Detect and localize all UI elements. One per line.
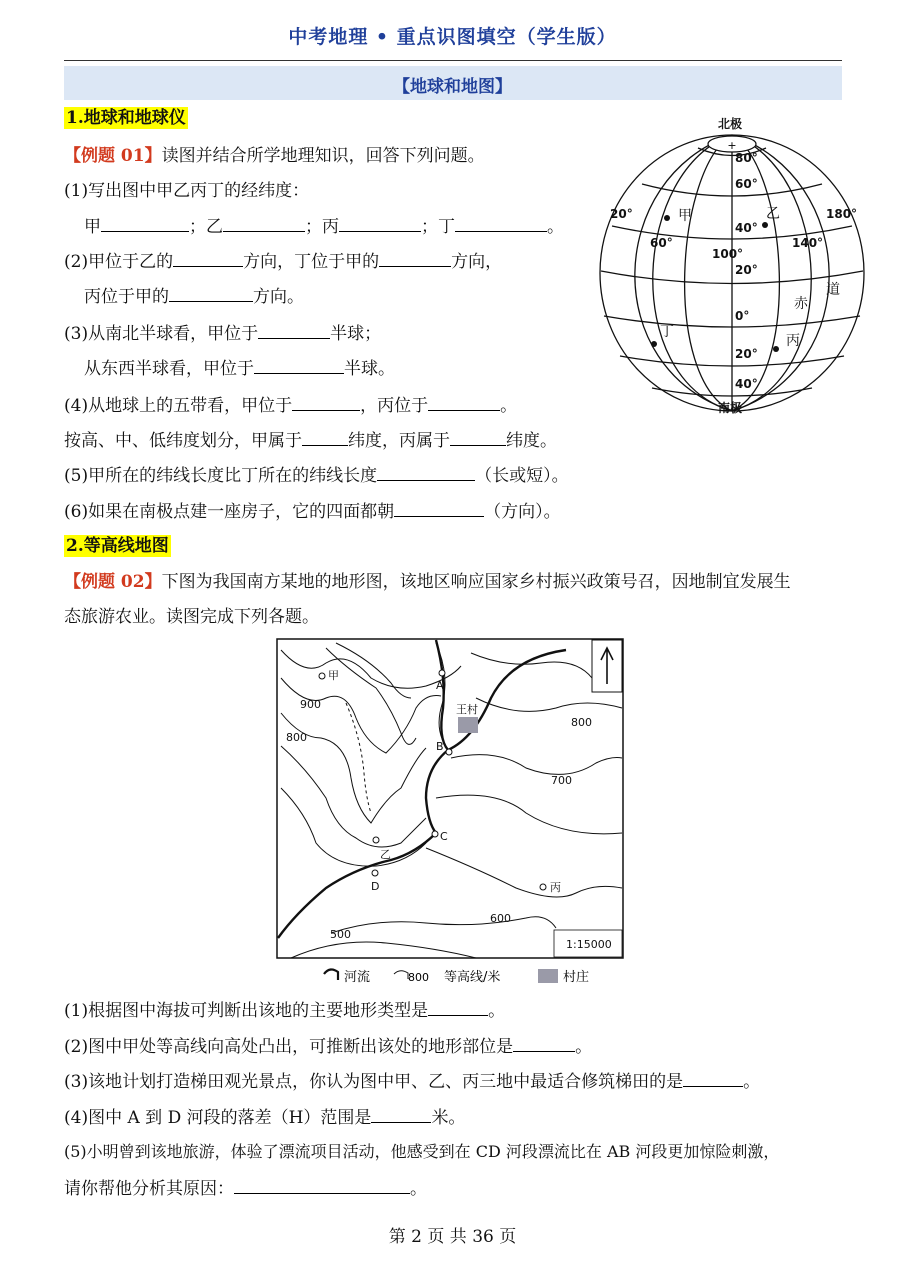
s1-q1-jia: 甲 <box>84 217 101 237</box>
blank-s2-q5[interactable] <box>234 1176 410 1194</box>
point-b-marker <box>446 749 452 755</box>
s1-q2-d: 丙位于甲的 <box>84 287 169 307</box>
point-d-marker <box>372 870 378 876</box>
point-a-marker <box>439 670 445 676</box>
blank-q3-2[interactable] <box>254 356 344 374</box>
example2-line2: 态旅游农业。读图完成下列各题。 <box>64 607 319 627</box>
map-label-yi: 乙 <box>380 848 391 861</box>
s1-q2-line2 <box>84 284 304 309</box>
blank-q4-1[interactable] <box>292 393 360 411</box>
map-label-900: 900 <box>300 698 321 711</box>
s1-q1-blanks <box>84 214 564 239</box>
s1-q5 <box>64 463 569 488</box>
s1-q4-e: 纬度，丙属于 <box>348 431 450 451</box>
example2-line1 <box>64 570 791 594</box>
blank-q2-3[interactable] <box>169 284 253 302</box>
header-divider <box>64 60 842 61</box>
blank-s2-q2[interactable] <box>513 1034 575 1052</box>
s2-q1 <box>64 998 505 1023</box>
s1-q4-f: 纬度。 <box>506 431 557 451</box>
s1-q1-ding: ；丁 <box>421 217 455 237</box>
label-lon20: 20° <box>610 207 633 221</box>
blank-s2-q4[interactable] <box>371 1105 431 1123</box>
legend-river-icon <box>324 969 338 980</box>
blank-q2-2[interactable] <box>379 249 451 267</box>
label-lon100: 100° <box>712 247 744 261</box>
label-lon60: 60° <box>650 236 673 250</box>
s2-q4-b: 米。 <box>431 1108 466 1128</box>
s1-q4-line2 <box>64 428 557 453</box>
label-lat40s: 40° <box>735 377 758 391</box>
s2-q5-line2 <box>64 1176 427 1201</box>
point-yi-marker <box>373 837 379 843</box>
globe-figure <box>590 108 875 420</box>
section2-heading-wrap <box>64 534 171 558</box>
blank-s2-q1[interactable] <box>428 998 488 1016</box>
example1-text: 读图并结合所学地理知识，回答下列问题。 <box>161 146 485 166</box>
label-lat40n: 40° <box>735 221 758 235</box>
label-south-pole: 南极 <box>718 401 743 415</box>
s1-q5-b: （长或短）。 <box>475 466 569 486</box>
map-label-b: B <box>436 740 444 753</box>
label-lat60: 60° <box>735 177 758 191</box>
point-c-marker <box>432 831 438 837</box>
s2-q4-a: (4)图中 A 到 D 河段的落差（H）范围是 <box>64 1108 372 1128</box>
s2-q5: (5)小明曾到该地旅游，体验了漂流项目活动，他感受到在 CD 河段漂流比在 AB 河段更加惊险刺激， <box>64 1142 780 1161</box>
s2-q2 <box>64 1034 592 1059</box>
s1-q4-a: (4)从地球上的五带看，甲位于 <box>64 396 293 416</box>
s1-q1-yi: ；乙 <box>189 217 223 237</box>
section2-heading: 2.等高线地图 <box>66 536 169 556</box>
label-lat20s: 20° <box>735 347 758 361</box>
example2-text1: 下图为我国南方某地的地形图，该地区响应国家乡村振兴政策号召，因地制宜发展生 <box>161 572 791 592</box>
map-label-500: 500 <box>330 928 351 941</box>
s1-q4-d: 按高、中、低纬度划分，甲属于 <box>64 431 302 451</box>
map-label-800b: 800 <box>571 716 592 729</box>
svg-text:+: + <box>727 139 737 152</box>
example1-line <box>64 144 485 168</box>
blank-bing[interactable] <box>339 214 421 232</box>
map-frame <box>277 639 623 958</box>
point-jia-label: 甲 <box>678 208 692 224</box>
label-lat80: 80° <box>735 151 758 165</box>
s2-q3-a: (3)该地计划打造梯田观光景点，你认为图中甲、乙、丙三地中最适合修筑梯田的是 <box>64 1072 684 1092</box>
label-lat0: 0° <box>735 309 750 323</box>
blank-q4-3[interactable] <box>302 428 348 446</box>
s1-q2-c: 方向， <box>451 252 503 272</box>
map-label-village: 王村 <box>456 703 478 716</box>
legend-village-label: 村庄 <box>563 970 590 985</box>
s1-q4-c: 。 <box>500 396 518 416</box>
label-north-pole: 北极 <box>718 117 743 131</box>
s1-q1: (1)写出图中甲乙丙丁的经纬度： <box>64 181 310 201</box>
map-label-800a: 800 <box>286 731 307 744</box>
s1-q3-line2 <box>84 356 395 381</box>
s1-q1-bing: ；丙 <box>305 217 339 237</box>
legend-contour-label: 等高线/米 <box>444 970 501 985</box>
example2-label: 【例题 02】 <box>64 572 162 592</box>
page-footer: 第 2 页 共 36 页 <box>388 1227 517 1247</box>
s1-q3-a: (3)从南北半球看，甲位于 <box>64 324 259 344</box>
s1-q2 <box>64 249 502 274</box>
map-label-600: 600 <box>490 912 511 925</box>
blank-jia[interactable] <box>101 214 189 232</box>
s1-q2-a: (2)甲位于乙的 <box>64 252 174 272</box>
s1-q5-a: (5)甲所在的纬线长度比丁所在的纬线长度 <box>64 466 378 486</box>
legend-river-label: 河流 <box>344 970 371 985</box>
contour-map <box>276 638 626 990</box>
blank-s2-q3[interactable] <box>683 1069 743 1087</box>
s1-q6 <box>64 499 561 524</box>
s2-q3-b: 。 <box>743 1072 761 1092</box>
s1-q4 <box>64 393 517 418</box>
blank-q3-1[interactable] <box>258 321 330 339</box>
map-label-bing: 丙 <box>550 881 561 894</box>
s1-q3 <box>64 321 381 346</box>
equator-label-b: 道 <box>826 282 840 298</box>
point-bing-label: 丙 <box>786 333 800 349</box>
s2-q2-a: (2)图中甲处等高线向高处凸出，可推断出该处的地形部位是 <box>64 1037 514 1057</box>
point-bing-marker <box>540 884 546 890</box>
point-ding-label: 丁 <box>660 324 674 340</box>
map-label-700: 700 <box>551 774 572 787</box>
section1-heading: 1.地球和地球仪 <box>66 108 186 128</box>
s2-q5-c: 。 <box>410 1179 427 1199</box>
legend-village-icon <box>538 969 558 983</box>
point-yi-label: 乙 <box>766 206 780 222</box>
point-bing <box>773 346 779 352</box>
blank-q5[interactable] <box>377 463 475 481</box>
blank-q4-4[interactable] <box>450 428 506 446</box>
label-lat20n: 20° <box>735 263 758 277</box>
label-lon140: 140° <box>792 236 824 250</box>
page-header-title: 中考地理 • 重点识图填空（学生版） <box>288 26 617 48</box>
s2-q1-b: 。 <box>488 1001 506 1021</box>
s2-q3 <box>64 1069 760 1094</box>
blank-ding[interactable] <box>455 214 547 232</box>
map-scale: 1:15000 <box>566 938 612 951</box>
label-lon180: 180° <box>826 207 858 221</box>
s1-q3-b: 半球； <box>330 324 382 344</box>
blank-yi[interactable] <box>223 214 305 232</box>
s2-q5-b: 请你帮他分析其原因： <box>64 1179 234 1199</box>
point-jia-marker <box>319 673 325 679</box>
s1-q1-end: 。 <box>547 217 564 237</box>
legend-800-label: 800 <box>408 971 429 984</box>
map-label-jia: 甲 <box>328 669 339 682</box>
map-label-a: A <box>436 679 444 692</box>
blank-q4-2[interactable] <box>428 393 500 411</box>
point-jia <box>664 215 670 221</box>
point-ding <box>651 341 657 347</box>
blank-q6[interactable] <box>394 499 484 517</box>
s1-q2-b: 方向，丁位于甲的 <box>243 252 380 272</box>
map-label-d: D <box>371 880 380 893</box>
s1-q6-a: (6)如果在南极点建一座房子，它的四面都朝 <box>64 502 395 522</box>
s2-q4 <box>64 1105 465 1130</box>
map-label-c: C <box>440 830 448 843</box>
s1-q6-b: （方向）。 <box>484 502 561 522</box>
point-yi <box>762 222 768 228</box>
s2-q2-b: 。 <box>575 1037 593 1057</box>
band-title: 【地球和地图】 <box>393 77 512 97</box>
blank-q2-1[interactable] <box>173 249 243 267</box>
example1-label: 【例题 01】 <box>64 146 162 166</box>
s2-q1-a: (1)根据图中海拔可判断出该地的主要地形类型是 <box>64 1001 429 1021</box>
legend-contour-icon <box>394 971 408 979</box>
s1-q3-d: 半球。 <box>344 359 395 379</box>
s1-q2-e: 方向。 <box>253 287 304 307</box>
s1-q3-c: 从东西半球看，甲位于 <box>84 359 254 379</box>
village-marker <box>458 717 478 733</box>
s1-q4-b: ，丙位于 <box>360 396 429 416</box>
equator-label-a: 赤 <box>794 296 808 312</box>
section1-heading-wrap <box>64 106 188 130</box>
